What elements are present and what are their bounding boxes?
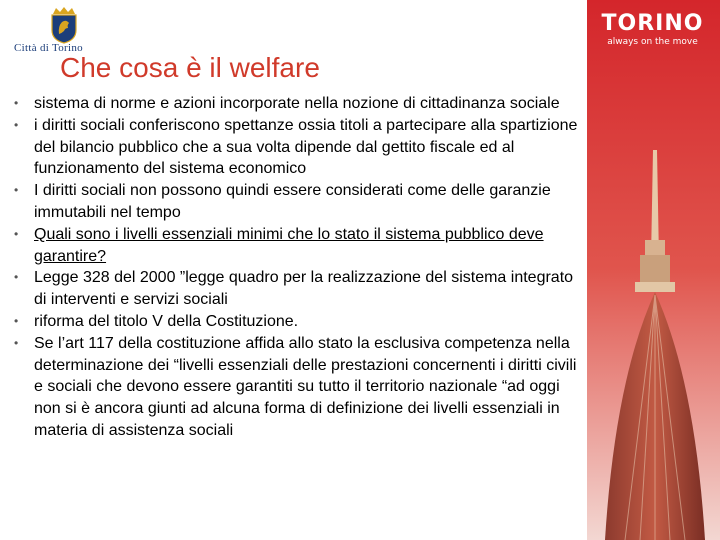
bullet-item	[14, 333, 582, 442]
bullet-text: Se l’art 117 della costituzione affida allo stato la esclusiva competenza nella determinazione dei “livelli essenziali delle prestazioni concernenti i diritti civili e sociali che devono essere garantiti su tutto il territorio nazionale “ad oggi non si è ancora giunti ad alcuna forma di definizione dei livelli essenziali in materia di assistenza sociali	[34, 334, 577, 439]
bullet-icon: •	[14, 270, 19, 285]
bullet-item	[14, 224, 582, 268]
bullet-icon: •	[14, 117, 19, 132]
city-name: Città di Torino	[14, 42, 83, 54]
bullet-item	[14, 93, 582, 115]
mole-antonelliana-image	[585, 0, 720, 540]
bullet-text: i diritti sociali conferiscono spettanze ossia titoli a partecipare alla spartizione del bilancio pubblico che a sua volta dipende dal gettito fiscale ed al funzionamento del sistema economico	[34, 116, 578, 178]
bullet-item	[14, 311, 582, 333]
bullet-item	[14, 115, 582, 180]
torino-brand-logo	[585, 12, 720, 48]
bullet-icon: •	[14, 226, 19, 241]
bullet-item	[14, 180, 582, 224]
bullet-text: I diritti sociali non possono quindi essere considerati come delle garanzie immutabili nel tempo	[34, 182, 551, 221]
brand-tagline: always on the move	[607, 37, 698, 47]
bullet-icon: •	[14, 96, 19, 110]
slide-title: Che cosa è il welfare	[60, 52, 320, 83]
bullet-item	[14, 267, 582, 311]
city-crest-logo	[50, 6, 78, 44]
bullet-text: sistema di norme e azioni incorporate nella nozione di cittadinanza sociale	[34, 95, 560, 112]
bullet-icon: •	[14, 313, 19, 328]
bullet-text: Legge 328 del 2000 ”legge quadro per la realizzazione del sistema integrato di interventi e servizi sociali	[34, 269, 574, 309]
right-panel	[585, 0, 720, 540]
bullet-list	[14, 93, 582, 442]
bullet-icon: •	[14, 183, 19, 198]
bullet-icon: •	[14, 335, 19, 350]
bullet-text: riforma del titolo V della Costituzione.	[34, 312, 299, 330]
brand-name: TORINO	[601, 11, 704, 36]
bullet-text-question: Quali sono i livelli essenziali minimi che lo stato il sistema pubblico deve garantire?	[34, 225, 544, 265]
